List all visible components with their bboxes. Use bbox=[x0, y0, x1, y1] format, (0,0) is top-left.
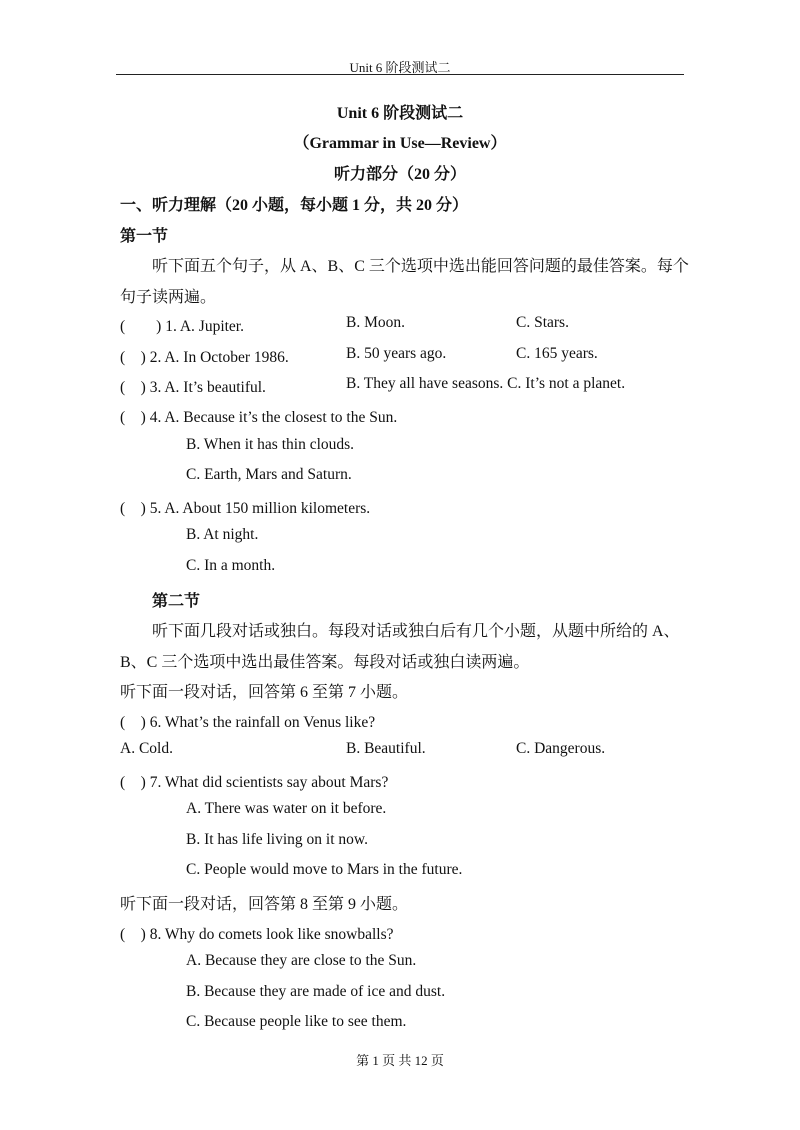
question-8: ( ) 8. Why do comets look like snowballs? bbox=[120, 926, 394, 943]
part1-instruction-line1: 听下面五个句子，从 A、B、C 三个选项中选出能回答问题的最佳答案。每个 bbox=[152, 258, 689, 275]
part1-heading: 第一节 bbox=[120, 228, 169, 245]
question-7: ( ) 7. What did scientists say about Mars? bbox=[120, 774, 389, 791]
question-6-option-a: A. Cold. bbox=[120, 740, 173, 757]
dialog-1-instruction: 听下面一段对话，回答第 6 至第 7 小题。 bbox=[120, 684, 409, 701]
question-7-option-b: B. It has life living on it now. bbox=[186, 831, 368, 848]
question-1: ( ) 1. A. Jupiter. bbox=[120, 318, 244, 335]
question-3-options-bc: B. They all have seasons. C. It’s not a planet. bbox=[346, 375, 626, 392]
question-6-option-b: B. Beautiful. bbox=[346, 740, 426, 757]
part2-instruction-line1: 听下面几段对话或独白。每段对话或独白后有几个小题，从题中所给的 A、 bbox=[152, 623, 680, 640]
header-divider bbox=[116, 74, 684, 75]
question-7-option-c: C. People would move to Mars in the future. bbox=[186, 861, 463, 878]
document-subtitle: （Grammar in Use—Review） bbox=[293, 135, 507, 152]
document-title: Unit 6 阶段测试二 bbox=[336, 105, 464, 122]
question-4-option-b: B. When it has thin clouds. bbox=[186, 436, 355, 453]
question-8-option-b: B. Because they are made of ice and dust. bbox=[186, 983, 446, 1000]
question-1-option-b: B. Moon. bbox=[346, 314, 405, 331]
question-5: ( ) 5. A. About 150 million kilometers. bbox=[120, 500, 371, 517]
question-5-option-c: C. In a month. bbox=[186, 557, 276, 574]
question-3: ( ) 3. A. It’s beautiful. bbox=[120, 379, 266, 396]
part2-heading: 第二节 bbox=[152, 593, 201, 610]
dialog-2-instruction: 听下面一段对话，回答第 8 至第 9 小题。 bbox=[120, 896, 409, 913]
question-2-option-c: C. 165 years. bbox=[516, 345, 598, 362]
question-7-option-a: A. There was water on it before. bbox=[186, 800, 387, 817]
part1-instruction-line2: 句子读两遍。 bbox=[120, 289, 217, 306]
section-heading: 一、听力理解（20 小题，每小题 1 分，共 20 分） bbox=[120, 197, 469, 214]
page-footer: 第 1 页 共 12 页 bbox=[356, 1053, 444, 1068]
part2-instruction-line2: B、C 三个选项中选出最佳答案。每段对话或独白读两遍。 bbox=[120, 654, 530, 671]
question-2: ( ) 2. A. In October 1986. bbox=[120, 349, 289, 366]
question-8-option-c: C. Because people like to see them. bbox=[186, 1013, 407, 1030]
question-6-option-c: C. Dangerous. bbox=[516, 740, 606, 757]
question-4: ( ) 4. A. Because it’s the closest to the Sun. bbox=[120, 409, 398, 426]
question-8-option-a: A. Because they are close to the Sun. bbox=[186, 952, 417, 969]
question-2-option-b: B. 50 years ago. bbox=[346, 345, 447, 362]
question-5-option-b: B. At night. bbox=[186, 526, 259, 543]
listening-section-title: 听力部分（20 分） bbox=[333, 166, 466, 183]
question-1-option-c: C. Stars. bbox=[516, 314, 569, 331]
page-header: Unit 6 阶段测试二 bbox=[349, 60, 451, 75]
question-4-option-c: C. Earth, Mars and Saturn. bbox=[186, 466, 352, 483]
question-6: ( ) 6. What’s the rainfall on Venus like? bbox=[120, 714, 376, 731]
